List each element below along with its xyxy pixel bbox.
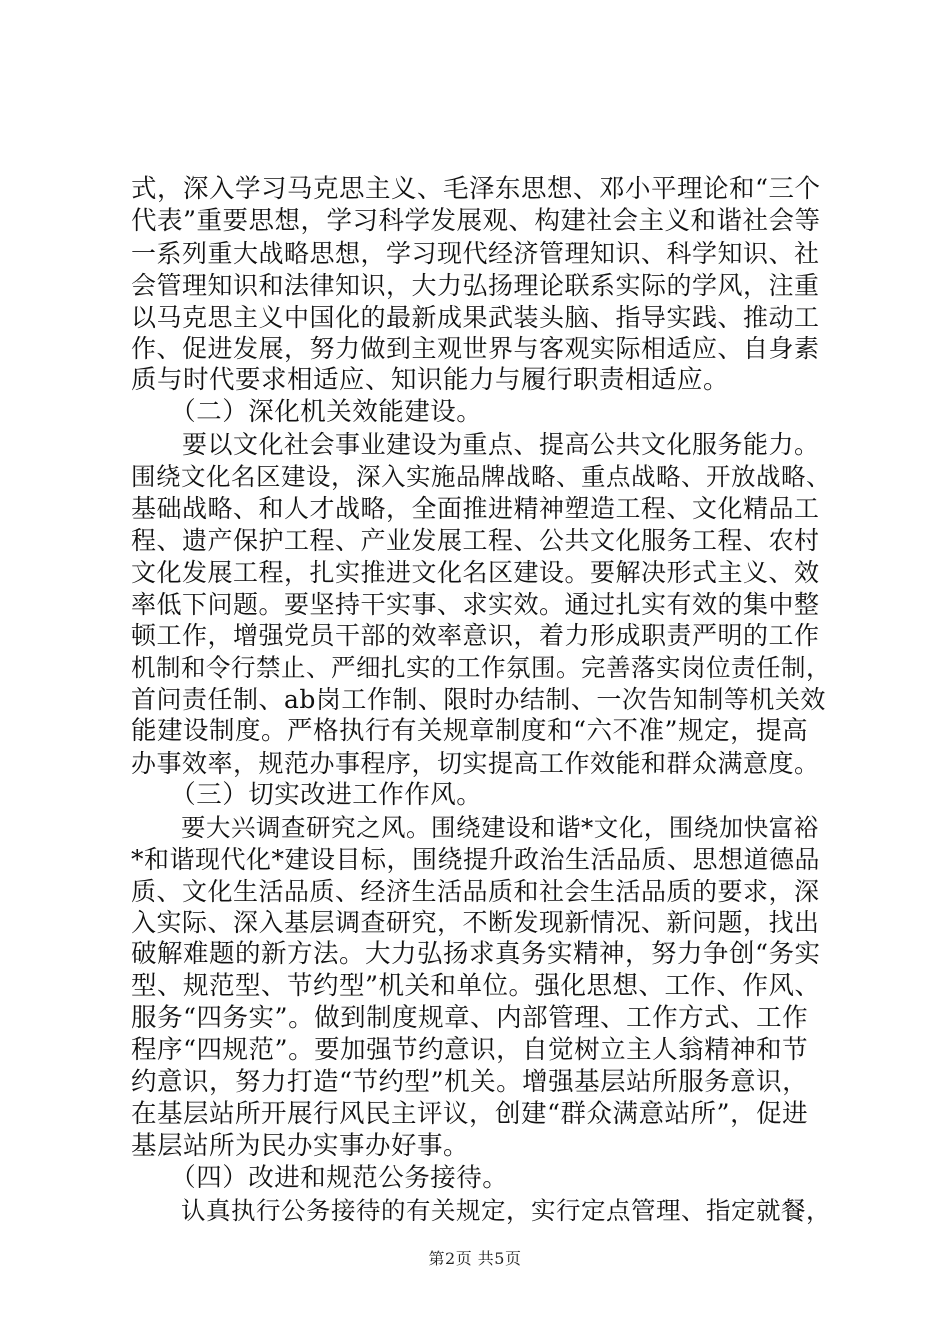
text-line: 程序“四规范”。要加强节约意识，自觉树立主人翁精神和节: [131, 1035, 809, 1066]
text-line: 文化发展工程，扎实推进文化名区建设。要解决形式主义、效: [131, 557, 820, 587]
text-line: 型、规范型、节约型”机关和单位。强化思想、工作、作风、: [131, 971, 821, 1002]
text-line: 首问责任制、ab岗工作制、限时办结制、一次告知制等机关效: [131, 685, 826, 715]
text-line: 约意识，努力打造“节约型”机关。增强基层站所服务意识，: [131, 1066, 809, 1097]
text-line: （四）改进和规范公务接待。: [131, 1162, 509, 1193]
text-line: 代表”重要思想，学习科学发展观、构建社会主义和谐社会等: [131, 205, 821, 236]
text-line: 机制和令行禁止、严细扎实的工作氛围。完善落实岗位责任制，: [131, 653, 831, 683]
text-line: 服务“四务实”。做到制度规章、内部管理、工作方式、工作: [131, 1003, 809, 1034]
text-line: 式，深入学习马克思主义、毛泽东思想、邓小平理论和“三个: [131, 174, 821, 204]
text-line: 质与时代要求相适应、知识能力与履行职责相适应。: [131, 365, 730, 396]
text-line: （三）切实改进工作作风。: [131, 779, 483, 810]
text-line: 认真执行公务接待的有关规定，实行定点管理、指定就餐，: [131, 1195, 831, 1225]
text-line: 在基层站所开展行风民主评议，创建“群众满意站所”，促进: [131, 1098, 809, 1129]
text-line: （二）深化机关效能建设。: [131, 397, 483, 428]
text-line: 以马克思主义中国化的最新成果武装头脑、指导实践、推动工: [131, 302, 820, 332]
page-footer: 第2页 共5页: [428, 1249, 522, 1268]
text-line: 办事效率，规范办事程序，切实提高工作效能和群众满意度。: [131, 749, 820, 779]
text-line: 作、促进发展，努力做到主观世界与客观实际相适应、自身素: [131, 334, 820, 364]
text-line: 一系列重大战略思想，学习现代经济管理知识、科学知识、社: [131, 238, 820, 268]
text-line: *和谐现代化*建设目标，围绕提升政治生活品质、思想道德品: [131, 844, 821, 874]
text-line: 破解难题的新方法。大力弘扬求真务实精神，努力争创“务实: [131, 939, 821, 970]
text-line: 质、文化生活品质、经济生活品质和社会生活品质的要求，深: [131, 876, 820, 906]
text-line: 能建设制度。严格执行有关规章制度和“六不准”规定，提高: [131, 716, 809, 747]
text-line: 率低下问题。要坚持干实事、求实效。通过扎实有效的集中整: [131, 589, 820, 619]
text-line: 基础战略、和人才战略，全面推进精神塑造工程、文化精品工: [131, 493, 820, 523]
text-line: 入实际、深入基层调查研究，不断发现新情况、新问题，找出: [131, 908, 820, 938]
document-body: [131, 174, 831, 1226]
text-line: 顿工作，增强党员干部的效率意识，着力形成职责严明的工作: [131, 621, 820, 651]
text-line: 程、遗产保护工程、产业发展工程、公共文化服务工程、农村: [131, 525, 820, 555]
text-line: 基层站所为民办实事办好事。: [131, 1130, 470, 1161]
text-line: 要大兴调查研究之风。围绕建设和谐*文化，围绕加快富裕: [131, 812, 819, 842]
text-line: 要以文化社会事业建设为重点、提高公共文化服务能力。: [131, 430, 820, 460]
text-line: 会管理知识和法律知识，大力弘扬理论联系实际的学风，注重: [131, 270, 820, 300]
text-line: 围绕文化名区建设，深入实施品牌战略、重点战略、开放战略、: [131, 462, 831, 492]
